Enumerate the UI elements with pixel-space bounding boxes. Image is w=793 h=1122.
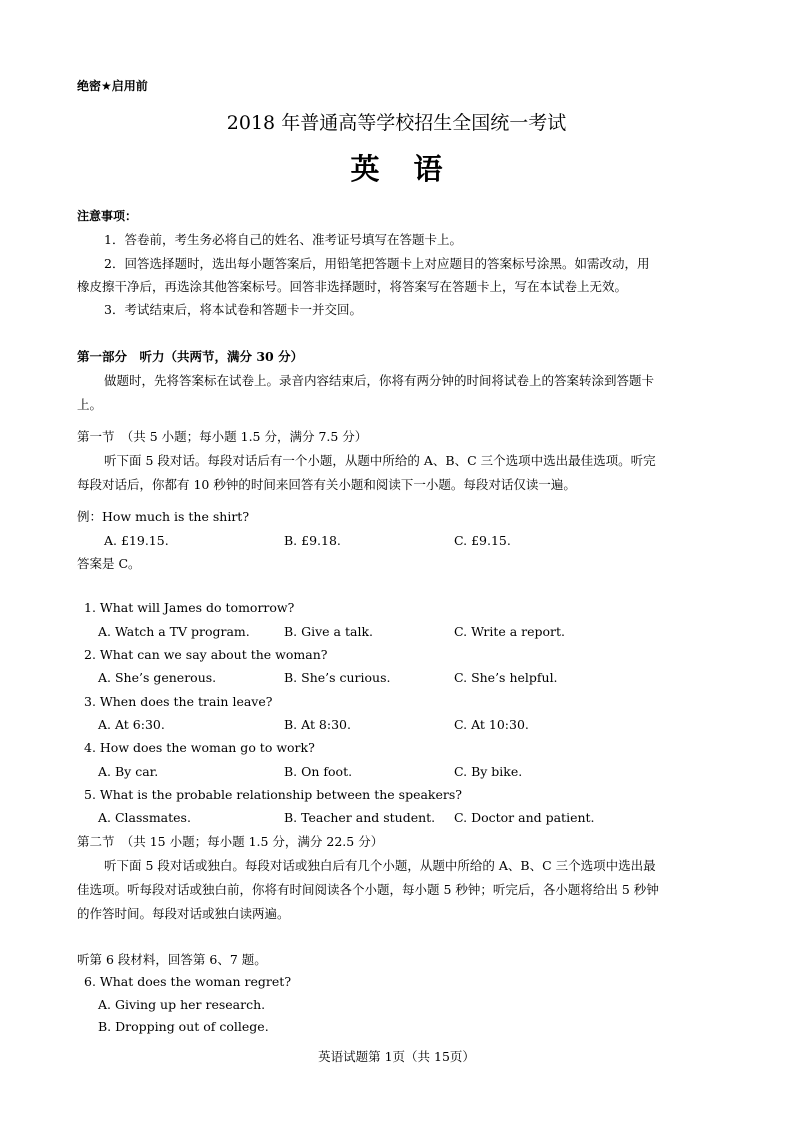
example-question: 例：How much is the shirt? <box>77 509 250 524</box>
section2-instr-line1: 听下面 5 段对话或独白。每段对话或独白后有几个小题，从题中所给的 A、B、C 三个选项中选出最 <box>104 858 656 873</box>
question-5-option-c: C. Doctor and patient. <box>454 810 595 825</box>
section2-instr-line2: 佳选项。听每段对话或独白前，你将有时间阅读各个小题，每小题 5 秒钟；听完后，各小题将给出 5 秒钟 <box>77 882 659 897</box>
question-6-option-a: A. Giving up her research. <box>98 997 266 1012</box>
section2-heading: 第二节 （共 15 小题；每小题 1.5 分，满分 22.5 分） <box>77 834 384 849</box>
notice-heading: 注意事项： <box>77 209 138 223</box>
part1-intro-line2: 上。 <box>77 397 103 412</box>
question-3: 3. When does the train leave? <box>84 694 273 709</box>
part1-heading: 第一部分 听力（共两节，满分 30 分） <box>77 349 304 364</box>
question-1-option-c: C. Write a report. <box>454 624 566 639</box>
question-5-option-a: A. Classmates. <box>98 810 191 825</box>
question-3-option-c: C. At 10:30. <box>454 717 529 732</box>
example-answer: 答案是 C。 <box>77 556 141 571</box>
part1-intro-line1: 做题时，先将答案标在试卷上。录音内容结束后，你将有两分钟的时间将试卷上的答案转涂到答题卡 <box>104 373 655 388</box>
question-1-option-a: A. Watch a TV program. <box>98 624 250 639</box>
example-option-c: C. £9.15. <box>454 533 511 548</box>
example-option-b: B. £9.18. <box>284 533 341 548</box>
example-option-a: A. £19.15. <box>104 533 169 548</box>
material6-intro: 听第 6 段材料，回答第 6、7 题。 <box>77 952 267 967</box>
page-footer: 英语试题第 1页（共 15页） <box>318 1049 475 1064</box>
question-5-option-b: B. Teacher and student. <box>284 810 436 825</box>
notice-item-2-line1: 2．回答选择题时，选出每小题答案后，用铅笔把答题卡上对应题目的答案标号涂黑。如需改动，用 <box>104 256 650 271</box>
question-2-option-c: C. She’s helpful. <box>454 670 558 685</box>
notice-item-3: 3．考试结束后，将本试卷和答题卡一并交回。 <box>104 302 362 317</box>
notice-item-1: 1．答卷前，考生务必将自己的姓名、准考证号填写在答题卡上。 <box>104 232 462 247</box>
question-1-option-b: B. Give a talk. <box>284 624 373 639</box>
question-3-option-a: A. At 6:30. <box>98 717 165 732</box>
question-4: 4. How does the woman go to work? <box>84 740 315 755</box>
question-4-option-a: A. By car. <box>98 764 159 779</box>
question-6: 6. What does the woman regret? <box>84 974 292 989</box>
question-2-option-a: A. She’s generous. <box>98 670 217 685</box>
exam-title: 2018 年普通高等学校招生全国统一考试 <box>226 112 567 134</box>
question-5: 5. What is the probable relationship between the speakers? <box>84 787 462 802</box>
secret-mark: 绝密★启用前 <box>77 79 148 93</box>
section1-instr-line2: 每段对话后，你都有 10 秒钟的时间来回答有关小题和阅读下一小题。每段对话仅读一遍。 <box>77 477 576 492</box>
section2-instr-line3: 的作答时间。每段对话或独白读两遍。 <box>77 906 290 921</box>
subject-title: 英语 <box>350 152 477 186</box>
notice-item-2-line2: 橡皮擦干净后，再选涂其他答案标号。回答非选择题时，将答案写在答题卡上，写在本试卷上无效。 <box>77 279 628 294</box>
question-4-option-b: B. On foot. <box>284 764 353 779</box>
question-2-option-b: B. She’s curious. <box>284 670 391 685</box>
section1-heading: 第一节 （共 5 小题；每小题 1.5 分，满分 7.5 分） <box>77 429 368 444</box>
question-3-option-b: B. At 8:30. <box>284 717 351 732</box>
question-4-option-c: C. By bike. <box>454 764 523 779</box>
question-2: 2. What can we say about the woman? <box>84 647 328 662</box>
section1-instr-line1: 听下面 5 段对话。每段对话后有一个小题，从题中所给的 A、B、C 三个选项中选出最佳选项。听完 <box>104 453 656 468</box>
question-6-option-b: B. Dropping out of college. <box>98 1019 269 1034</box>
question-1: 1. What will James do tomorrow? <box>84 600 295 615</box>
